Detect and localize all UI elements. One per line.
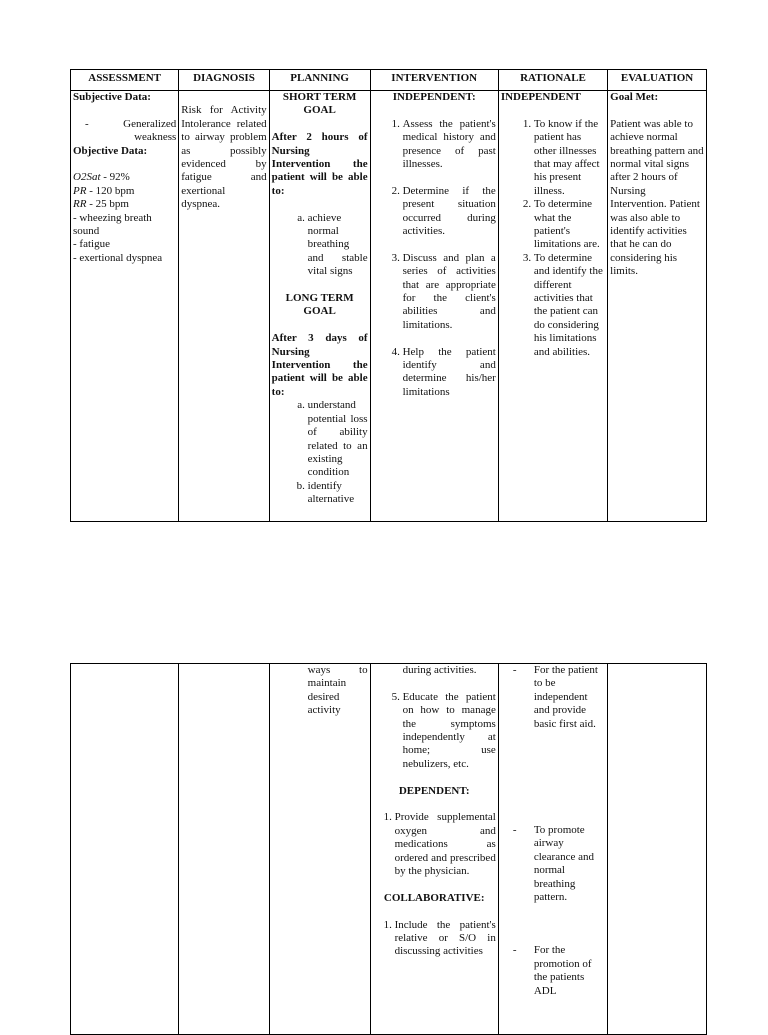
finding-dyspnea: - exertional dyspnea [73,251,163,264]
planning-continuation: ways to maintain desired activity [307,664,368,717]
objective-label: Objective Data: [73,144,148,157]
long-term-goal-title: LONG TERM GOAL [285,292,354,318]
intervention-continuation: during activities. [402,664,477,676]
long-term-intro: After 3 days of Nursing Intervention the patient will be able to: [271,332,368,398]
vital-pr: PR - 120 bpm [73,184,135,197]
subjective-item: - Generalized weakness [73,118,176,145]
list-item: b. identify alternative [308,480,368,507]
planning-cell [269,91,370,522]
list-item: 3. To determine and identify the different activities that the patient can do considering his limitations and abilities. [534,252,605,359]
header-diagnosis: DIAGNOSIS [179,70,269,91]
table-row [71,91,707,522]
list-item: - To promote airway clearance and normal breathing pattern. [501,824,605,904]
list-item: 5. Educate the patient on how to manage the symptoms independently at home; use nebulizers, etc. [403,691,496,771]
list-item: 1. To know if the patient has other illnesses that may affect his present illness. [534,118,605,198]
rationale-cell-cont [498,664,607,1035]
list-item: a. achieve normal breathing and stable vital signs [308,212,368,279]
header-evaluation: EVALUATION [608,70,707,91]
intervention-list [373,118,496,399]
goal-met-label: Goal Met: [610,91,659,103]
list-item: 1. Provide supplemental oxygen and medications as ordered and prescribed by the physician. [395,811,496,878]
header-row [71,70,707,91]
rationale-list [501,118,605,359]
short-term-list [272,212,368,279]
intervention-cell [370,91,498,522]
list-item: 2. To determine what the patient's limitations are. [534,198,605,252]
care-plan-table-page2 [70,663,707,1035]
dependent-label: DEPENDENT: [398,784,470,797]
subjective-label: Subjective Data: [73,91,151,103]
dependent-list [373,811,496,878]
short-term-goal-title: SHORT TERM GOAL [282,91,357,117]
care-plan-table-page1 [70,69,707,522]
table-row [71,664,707,1035]
header-planning: PLANNING [269,70,370,91]
rationale-independent-label: INDEPENDENT [500,91,581,103]
finding-fatigue: - fatigue [73,238,110,251]
list-item: 4. Help the patient identify and determine his/her limitations [403,346,496,400]
list-item: 1. Assess the patient's medical history and presence of past illnesses. [403,118,496,172]
list-item: 1. Include the patient's relative or S/O in discussing activities [395,919,496,959]
intervention-cell-cont [370,664,498,1035]
independent-label: INDEPENDENT: [392,91,476,103]
evaluation-text: Patient was able to achieve normal breathing pattern and normal vital signs after 2 hours of Nursing Intervention. Patient was also able to identify activities that he can do considering his limits. [610,117,704,278]
intervention-list-cont [373,691,496,771]
vital-rr: RR - 25 bpm [73,198,129,211]
list-item: - For the patient to be independent and provide basic first aid. [501,664,605,731]
evaluation-cell [608,91,707,522]
list-item: 3. Discuss and plan a series of activities that are appropriate for the client's abilities and limitations. [403,252,496,332]
long-term-list [272,399,368,506]
diagnosis-cell-cont [179,664,269,1035]
short-term-intro: After 2 hours of Nursing Intervention the patient will be able to: [271,131,368,197]
list-item: a. understand potential loss of ability related to an existing condition [308,399,368,479]
assessment-cell-cont [71,664,179,1035]
rationale-list-cont [501,664,605,998]
finding-wheezing: - wheezing breath sound [73,211,152,238]
assessment-cell [71,91,179,522]
header-intervention: INTERVENTION [370,70,498,91]
list-item: 2. Determine if the present situation occurred during activities. [403,185,496,239]
diagnosis-cell [179,91,269,522]
collaborative-list [373,919,496,959]
vital-o2sat: O2Sat - 92% [73,171,130,184]
list-item: - For the promotion of the patients ADL [501,944,605,998]
diagnosis-text: Risk for Activity Intolerance related to airway problem as possibly evidenced by fatigue and exertional dyspnea. [181,104,267,211]
collaborative-label: COLLABORATIVE: [383,891,485,904]
rationale-cell [498,91,607,522]
planning-cell-cont [269,664,370,1035]
header-rationale: RATIONALE [498,70,607,91]
header-assessment: ASSESSMENT [71,70,179,91]
evaluation-cell-cont [608,664,707,1035]
